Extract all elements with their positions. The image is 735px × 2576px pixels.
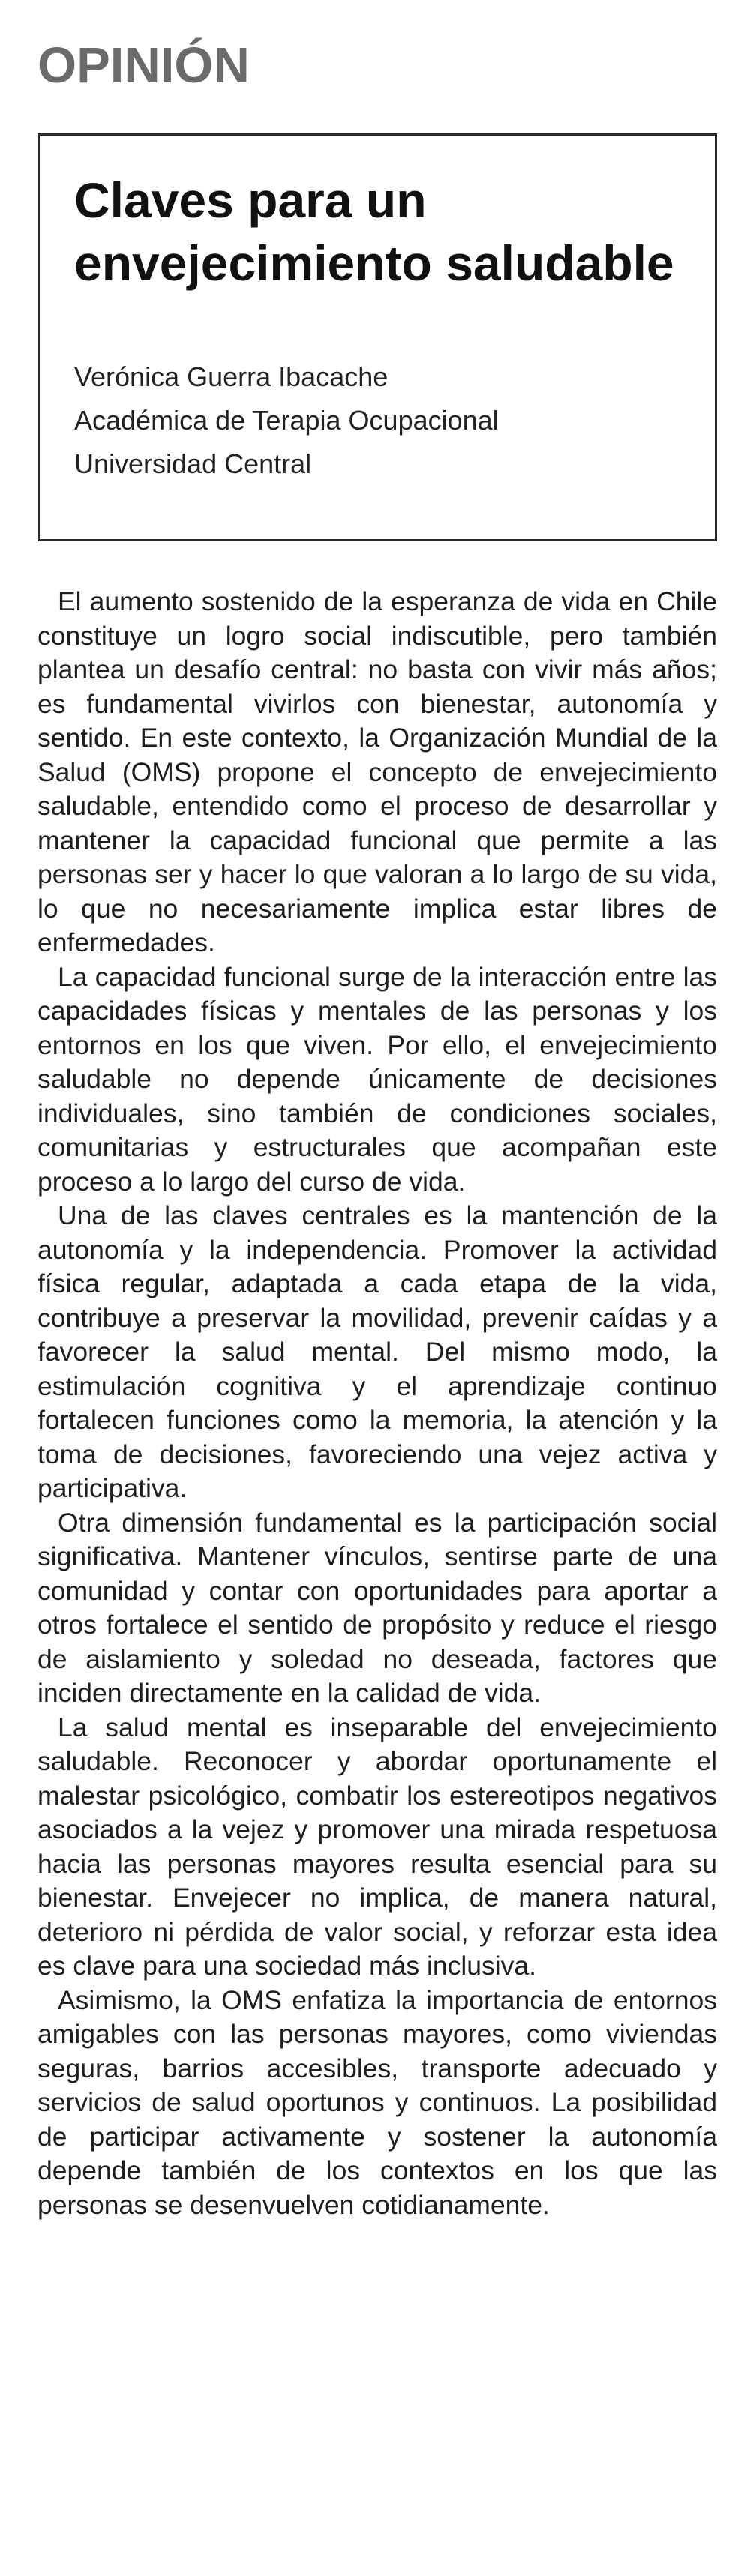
- section-label: OPINIÓN: [38, 37, 250, 94]
- author-institution: Universidad Central: [74, 448, 312, 479]
- byline: [74, 355, 697, 486]
- headline-box: [38, 133, 717, 541]
- author-role: Académica de Terapia Ocupacional: [74, 405, 499, 436]
- body-paragraph: Asimismo, la OMS enfatiza la importancia de entornos amigables con las personas mayores, como viviendas seguras, barrios accesibles, transporte adecuado y servicios de salud oportunos y continuos. La posibilidad de participar activamente y sostener la autonomía depende también de los contextos en los que las personas se desenvuelven cotidianamente.: [38, 1984, 717, 2220]
- article-headline: Claves para un envejecimiento saludable: [74, 172, 674, 291]
- body-paragraph: La capacidad funcional surge de la interacción entre las capacidades físicas y mentales de las personas y los entornos en los que viven. Por ello, el envejecimiento saludable no depende únicamente de decisiones individuales, sino también de condiciones sociales, comunitarias y estructurales que acompañan este proceso a lo largo del curso de vida.: [38, 961, 717, 1197]
- author-name: Verónica Guerra Ibacache: [74, 361, 388, 392]
- body-paragraph: Otra dimensión fundamental es la participación social significativa. Mantener vínculos, sentirse parte de una comunidad y contar con oportunidades para aportar a otros fortalece el sentido de propósito y reduce el riesgo de aislamiento y soledad no deseada, factores que inciden directamente en la calidad de vida.: [38, 1507, 717, 1708]
- body-paragraph: La salud mental es inseparable del envejecimiento saludable. Reconocer y abordar oportunamente el malestar psicológico, combatir los estereotipos negativos asociados a la vejez y promover una mirada respetuosa hacia las personas mayores resulta esencial para su bienestar. Envejecer no implica, de manera natural, deterioro ni pérdida de valor social, y reforzar esta idea es clave para una sociedad más inclusiva.: [38, 1712, 717, 1981]
- body-paragraph: Una de las claves centrales es la mantención de la autonomía y la independencia. Promover la actividad física regular, adaptada a cada etapa de la vida, contribuye a preservar la movilidad, prevenir caídas y a favorecer la salud mental. Del mismo modo, la estimulación cognitiva y el aprendizaje continuo fortalecen funciones como la memoria, la atención y la toma de decisiones, favoreciendo una vejez activa y participativa.: [38, 1200, 717, 1503]
- body-paragraph: El aumento sostenido de la esperanza de vida en Chile constituye un logro social indiscutible, pero también plantea un desafío central: no basta con vivir más años; es fundamental vivirlos con bienestar, autonomía y sentido. En este contexto, la Organización Mundial de la Salud (OMS) propone el concepto de envejecimiento saludable, entendido como el proceso de desarrollar y mantener la capacidad funcional que permite a las personas ser y hacer lo que valoran a lo largo de su vida, lo que no necesariamente implica estar libres de enfermedades.: [38, 586, 717, 957]
- article-body: [38, 585, 717, 2222]
